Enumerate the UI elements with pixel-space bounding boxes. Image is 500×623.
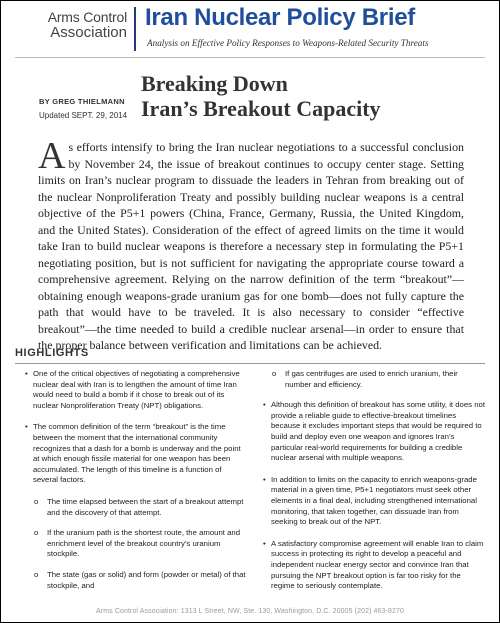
- org-name-line1: Arms Control: [47, 9, 127, 25]
- highlight-text: Although this definition of breakout has some utility, it does not provide a reliable guide to effective-breakout timelines because it excludes important steps that would be required to build and deploy even one weapon and ignores Iran’s particular real-world requirements for building a credible nuclear arsenal with multiple weapons.: [271, 400, 485, 463]
- masthead-divider: [134, 7, 136, 51]
- circle-bullet-icon: o: [34, 496, 39, 506]
- brief-title: Iran Nuclear Policy Brief: [145, 4, 415, 31]
- highlight-text: If gas centrifuges are used to enrich uranium, their number and efficiency.: [285, 369, 458, 389]
- circle-bullet-icon: o: [272, 369, 277, 378]
- highlight-item: [25, 422, 247, 486]
- highlights-heading: HIGHLIGHTS: [15, 347, 89, 359]
- circle-bullet-icon: o: [34, 528, 39, 538]
- headline-line1: Breaking Down: [141, 71, 288, 96]
- highlight-text: One of the critical objectives of negotiating a comprehensive nuclear deal with Iran is to lengthen the amount of time Iran would need to build a bomb if it chose to break out of its nuclear Nonproliferation Treaty (NPT) obligations.: [33, 369, 240, 410]
- author-byline: BY GREG THIELMANN: [39, 97, 125, 106]
- bullet-icon: •: [263, 538, 266, 548]
- circle-bullet-icon: o: [34, 569, 39, 579]
- bullet-icon: •: [263, 474, 266, 484]
- highlight-text: If the uranium path is the shortest route, the amount and enrichment level of the breakout country’s uranium stockpile.: [47, 528, 241, 559]
- highlight-item: [263, 539, 485, 592]
- intro-paragraph: [38, 135, 464, 354]
- organization-logo: [15, 10, 127, 40]
- bullet-icon: •: [263, 400, 266, 410]
- article-headline: [141, 71, 441, 121]
- highlights-column-left: [25, 369, 247, 601]
- footer-address: Arms Control Association: 1313 L Street, NW, Ste. 130, Washington, D.C. 20005 (202) 463-8270: [96, 608, 404, 615]
- bullet-icon: •: [25, 422, 28, 432]
- highlight-subitem: [25, 528, 247, 560]
- org-name-line2: Association: [50, 24, 127, 41]
- intro-text: s efforts intensify to bring the Iran nuclear negotiations to a successful conclusion by November 24, the issue of breakout continues to occupy center stage. Setting limits on Iran’s nuclear program to dissuade the leaders in Tehran from breaking out of the nuclear Nonproliferation Treaty and possibly building nuclear weapons is a central objective of the P5+1 powers (China, France, Germany, Russia, the United Kingdom, and the United States). Consideration of the effect of agreed limits on the time it would take Iran to build nuclear weapons is therefore a necessary step in formulating the P5+1 negotiating position, but is not sufficient for navigating the appropriate course toward a comprehensive agreement. Relying on the narrow definition of the term “breakout”—obtaining enough weapons-grade uranium gas for one bomb—does not fully capture the path that would have to be traveled. It is also necessary to consider “effective breakout”—the time needed to build a credible nuclear arsenal—in order to ensure that the proper balance between verification and limitations can be achieved.: [38, 140, 464, 352]
- highlights-column-right: [263, 369, 485, 603]
- bullet-icon: •: [25, 369, 28, 378]
- highlight-text: The state (gas or solid) and form (powder or metal) of that stockpile, and: [47, 569, 246, 590]
- masthead-rule: [15, 57, 485, 58]
- updated-date: Updated SEPT. 29, 2014: [39, 111, 128, 120]
- highlight-text: A satisfactory compromise agreement will enable Iran to claim success in protecting its right to develop a peaceful and independent nuclear energy sector and convince Iran that pursuing the NPT breakout option is far too risky for the regime to seriously contemplate.: [271, 538, 484, 591]
- brief-subtitle: Analysis on Effective Policy Responses to Weapons-Related Security Threats: [147, 38, 429, 48]
- highlight-item: [25, 369, 247, 411]
- highlight-subitem: [25, 497, 247, 518]
- highlights-rule: [15, 363, 485, 364]
- highlight-text: In addition to limits on the capacity to enrich weapons-grade material in a given time, P5+1 negotiators must seek other elements in a final deal, including strengthened international monitoring, that taken together, can dissuade Iran from seeking to break out of the NPT.: [271, 474, 477, 527]
- masthead: [1, 1, 499, 57]
- highlight-text: The time elapsed between the start of a breakout attempt and the discovery of that attempt.: [47, 496, 244, 517]
- headline-line2: Iran’s Breakout Capacity: [141, 96, 381, 121]
- highlight-subitem: [263, 369, 485, 390]
- highlight-item: [263, 475, 485, 528]
- highlight-text: The common definition of the term “breakout” is the time between the moment that the international community recognizes that a dash for a bomb is underway and the point at which enough fissile material for one weapon has been accumulated. The length of this timeline is a function of several factors.: [33, 422, 241, 485]
- highlight-item: [263, 400, 485, 464]
- highlight-subitem: [25, 570, 247, 591]
- drop-cap: A: [38, 135, 66, 177]
